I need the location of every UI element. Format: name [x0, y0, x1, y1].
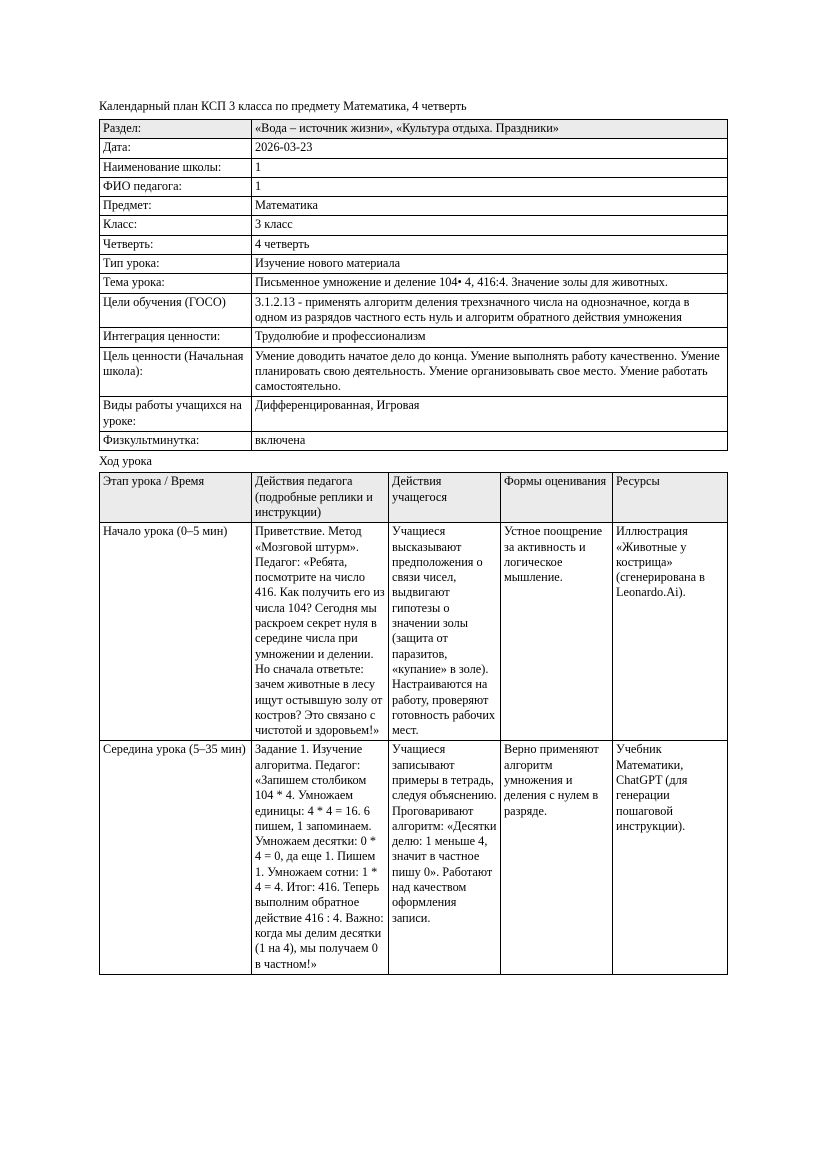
info-label: Класс: — [100, 216, 252, 235]
table-row — [100, 741, 728, 974]
cell-resources: Иллюстрация «Животные у кострища» (сгенерирована в Leonardo.Ai). — [613, 523, 728, 741]
table-row — [100, 347, 728, 397]
table-row — [100, 120, 728, 139]
table-row — [100, 328, 728, 347]
cell-stage: Середина урока (5–35 мин) — [100, 741, 252, 974]
info-value: Умение доводить начатое дело до конца. Умение выполнять работу качественно. Умение планировать свою деятельность. Умение организовывать свое место. Умение работать самостоятельно. — [252, 347, 728, 397]
column-header-stage: Этап урока / Время — [100, 473, 252, 523]
column-header-assessment: Формы оценивания — [501, 473, 613, 523]
table-row — [100, 158, 728, 177]
info-value: «Вода – источник жизни», «Культура отдыха. Праздники» — [252, 120, 728, 139]
info-value: 3.1.2.13 - применять алгоритм деления трехзначного числа на однозначное, когда в одном из разрядов частного есть нуль и алгоритм обратного действия умножения — [252, 293, 728, 328]
info-value: Дифференцированная, Игровая — [252, 397, 728, 432]
info-label: Виды работы учащихся на уроке: — [100, 397, 252, 432]
cell-assessment: Устное поощрение за активность и логическое мышление. — [501, 523, 613, 741]
info-label: Тема урока: — [100, 274, 252, 293]
info-label: Раздел: — [100, 120, 252, 139]
info-value: Математика — [252, 197, 728, 216]
table-header-row — [100, 473, 728, 523]
table-row — [100, 293, 728, 328]
table-row — [100, 274, 728, 293]
cell-student-actions: Учащиеся записывают примеры в тетрадь, следуя объяснению. Проговаривают алгоритм: «Десятки делю: 1 меньше 4, значит в частное пишу 0». Работают над качеством оформления записи. — [389, 741, 501, 974]
table-row — [100, 523, 728, 741]
column-header-resources: Ресурсы — [613, 473, 728, 523]
info-label: Цель ценности (Начальная школа): — [100, 347, 252, 397]
info-value: 4 четверть — [252, 235, 728, 254]
cell-teacher-actions: Задание 1. Изучение алгоритма. Педагог: «Запишем столбиком 104 * 4. Умножаем единицы: 4 * 4 = 16. 6 пишем, 1 запоминаем. Умножаем десятки: 0 * 4 = 0, да еще 1. Пишем 1. Умножаем сотни: 1 * 4 = 4. Итог: 416. Теперь выполним обратное действие 416 : 4. Важно: когда мы делим десятки (1 на 4), мы получаем 0 в частном!» — [252, 741, 389, 974]
table-row — [100, 235, 728, 254]
cell-teacher-actions: Приветствие. Метод «Мозговой штурм». Педагог: «Ребята, посмотрите на число 416. Как получить его из числа 104? Сегодня мы раскроем секрет нуля в середине числа при умножении и делении. Но сначала ответьте: зачем животные в лесу ищут остывшую золу от костров? Это связано с чистотой и здоровьем!» — [252, 523, 389, 741]
info-label: Дата: — [100, 139, 252, 158]
table-row — [100, 139, 728, 158]
lesson-info-body — [100, 120, 728, 451]
table-row — [100, 177, 728, 196]
column-header-student-actions: Действия учащегося — [389, 473, 501, 523]
table-row — [100, 397, 728, 432]
cell-stage: Начало урока (0–5 мин) — [100, 523, 252, 741]
info-label: Тип урока: — [100, 255, 252, 274]
cell-student-actions: Учащиеся высказывают предположения о связи чисел, выдвигают гипотезы о значении золы (защита от паразитов, «купание» в золе). Настраиваются на работу, проверяют готовность рабочих мест. — [389, 523, 501, 741]
info-value: Изучение нового материала — [252, 255, 728, 274]
lesson-flow-heading: Ход урока — [99, 454, 152, 469]
cell-assessment: Верно применяют алгоритм умножения и деления с нулем в разряде. — [501, 741, 613, 974]
info-label: Наименование школы: — [100, 158, 252, 177]
table-row — [100, 432, 728, 451]
info-label: ФИО педагога: — [100, 177, 252, 196]
info-label: Цели обучения (ГОСО) — [100, 293, 252, 328]
lesson-info-table — [99, 119, 728, 451]
info-value: включена — [252, 432, 728, 451]
cell-resources: Учебник Математики, ChatGPT (для генерации пошаговой инструкции). — [613, 741, 728, 974]
info-label: Интеграция ценности: — [100, 328, 252, 347]
lesson-flow-header — [100, 473, 728, 523]
page-title: Календарный план КСП 3 класса по предмету Математика, 4 четверть — [99, 99, 467, 113]
info-value: Трудолюбие и профессионализм — [252, 328, 728, 347]
info-value: Письменное умножение и деление 104• 4, 416:4. Значение золы для животных. — [252, 274, 728, 293]
column-header-teacher-actions: Действия педагога (подробные реплики и инструкции) — [252, 473, 389, 523]
info-label: Физкультминутка: — [100, 432, 252, 451]
lesson-flow-table — [99, 472, 728, 975]
info-label: Предмет: — [100, 197, 252, 216]
table-row — [100, 197, 728, 216]
lesson-flow-body — [100, 523, 728, 975]
table-row — [100, 216, 728, 235]
info-value: 1 — [252, 177, 728, 196]
info-value: 2026-03-23 — [252, 139, 728, 158]
info-value: 1 — [252, 158, 728, 177]
info-label: Четверть: — [100, 235, 252, 254]
table-row — [100, 255, 728, 274]
info-value: 3 класс — [252, 216, 728, 235]
